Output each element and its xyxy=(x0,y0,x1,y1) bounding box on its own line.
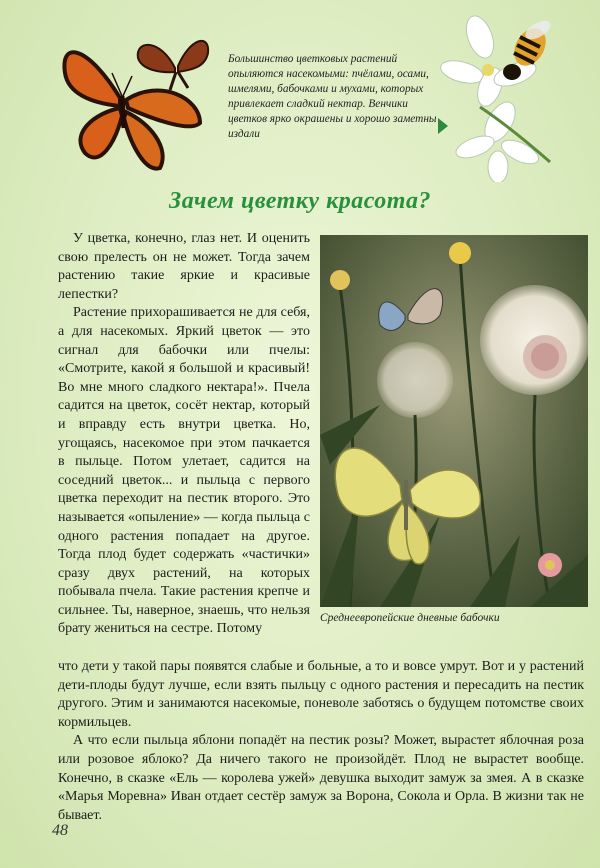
figure-caption: Среднеевропейские дневные бабочки xyxy=(320,612,500,624)
paragraph: Растение прихорашивается не для себя, а для насекомых. Яркий цветок — это сигнал для бабочки или пчелы: «Смотрите, какой я большой и красивый! Во мне много сладкого нектара!». Пчела садится на цветок, сосёт нектар, который и вправду есть внутри цветка. Но, угощаясь, насекомое при этом пачкается в пыльце. Потом улетает, садится на соседний цветок... и пыльца с первого цветка переходит на пестик второго. Это называется «опыление» — когда пыльца с одного растения попадает на другое. Тогда плод будет содержать «частички» сразу двух растений, на которых побывала пчела. Такие растения крепче и сильнее. Ты, наверное, знаешь, что нельзя брату жениться на сестре. Потому xyxy=(58,305,310,637)
paragraph: А что если пыльца яблони попадёт на пестик розы? Может, вырастет яблочная роза или розовое яблоко? Да ничего такого не произойдёт. Плод не вырастет вообще. Конечно, в сказке «Ель — королева ужей» девушка выходит замуж за змея. А в сказке «Марья Моревна» Иван отдает сестёр замуж за Ворона, Сокола и Орла. В жизни так не бывает. xyxy=(58,733,584,823)
paragraph-continuation: что дети у такой пары появятся слабые и больные, а то и вовсе умрут. Вот и у растений дети-плоды будут лучше, если взять пыльцу с одного растения и пересадить на пестик другого. Этим и занимаются насекомые, поневоле заботясь о будущем потомстве своих кормильцев. xyxy=(58,659,584,730)
flowers-with-bee-illustration xyxy=(440,12,570,182)
wide-text xyxy=(58,658,584,825)
article-title: Зачем цветку красота? xyxy=(169,188,431,214)
butterflies-painting xyxy=(320,235,588,607)
small-brown-butterfly xyxy=(138,41,208,90)
top-caption: Большинство цветковых растений опыляются насекомыми: пчёлами, осами, шмелями, бабочками и мухами, которых привлекает сладкий нектар. Венчики цветков ярко окрашены и хорошо заметны издали xyxy=(228,53,437,140)
butterflies-illustration xyxy=(50,28,220,178)
column-text xyxy=(58,230,310,639)
page-number: 48 xyxy=(52,822,68,839)
paragraph: У цветка, конечно, глаз нет. И оценить свою прелесть он не может. Тогда зачем растению такие яркие и красивые лепестки? xyxy=(58,231,310,302)
